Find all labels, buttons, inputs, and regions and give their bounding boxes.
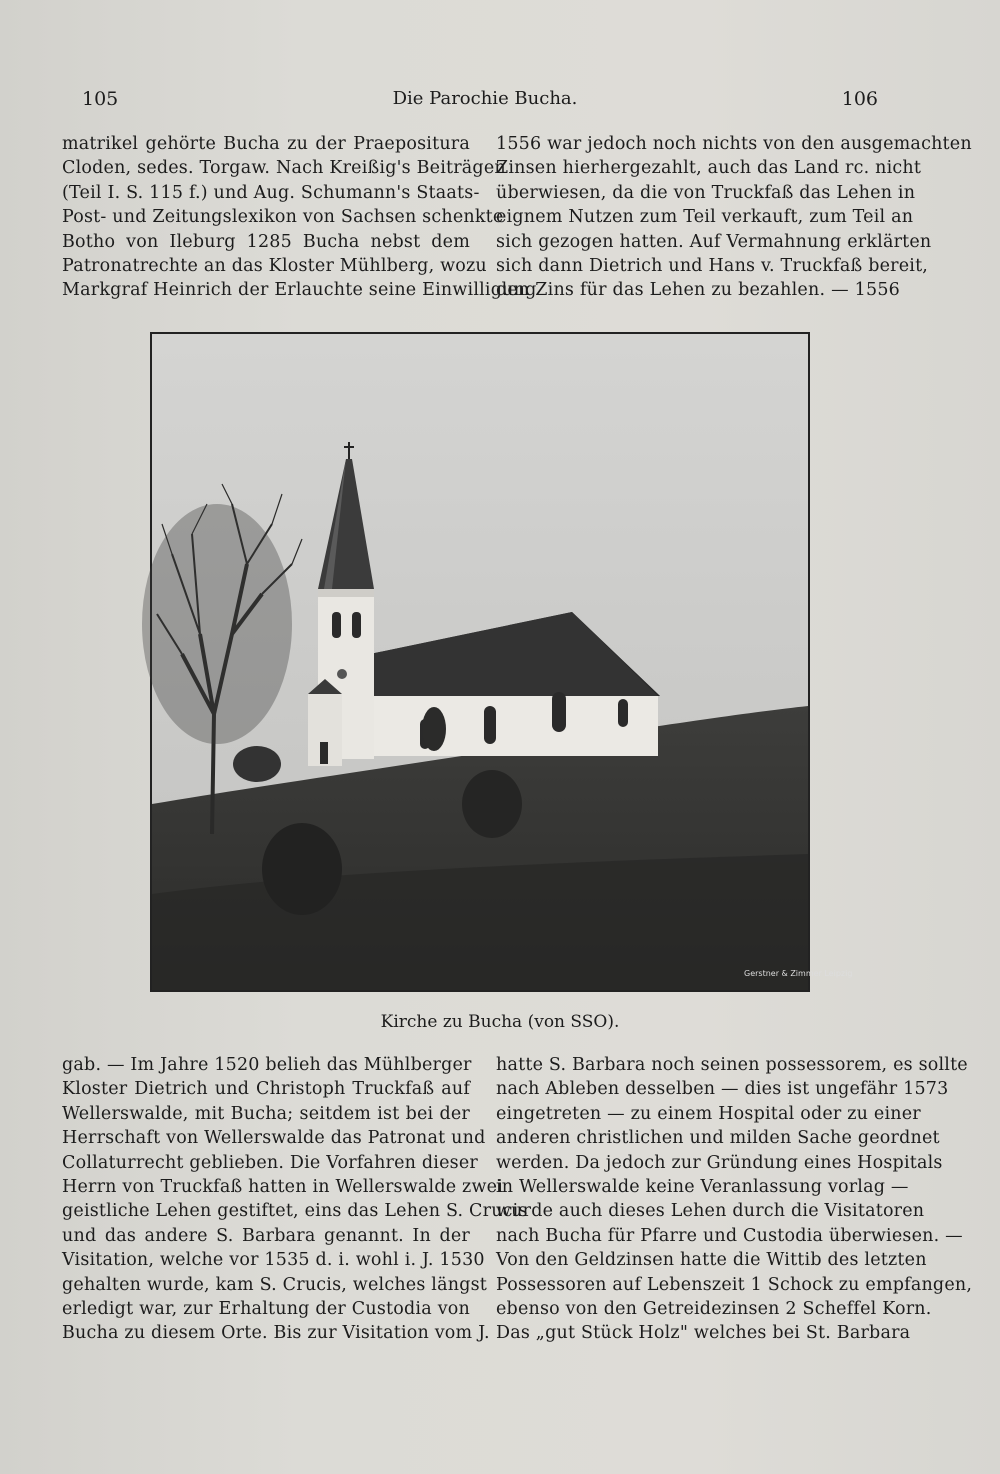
text-line: Zinsen hierhergezahlt, auch das Land rc. nicht [496,158,922,179]
text-line: ebenso von den Getreidezinsen 2 Scheffel Korn. [496,1299,932,1320]
text-line: Wellerswalde, mit Bucha; seitdem ist bei der [62,1103,470,1124]
text-line: anderen christlichen und milden Sache geordnet [496,1128,940,1149]
text-line: eingetreten — zu einem Hospital oder zu einer [496,1103,921,1124]
text-line: gab. — Im Jahre 1520 belieh das Mühlberger [62,1055,472,1075]
text-line: sich dann Dietrich und Hans v. Truckfaß bereit, [496,256,929,277]
text-line: Herrschaft von Wellerswalde das Patronat und [62,1128,486,1149]
text-line: matrikel gehörte Bucha zu der Praepositura [62,134,470,154]
text-line: Herrn von Truckfaß hatten in Wellerswalde zwei [62,1177,504,1198]
text-line: 1556 war jedoch noch nichts von den ausgemachten [496,134,972,154]
church-photograph [150,332,853,992]
text-line: (Teil I. S. 115 f.) und Aug. Schumann's Staats- [62,182,480,203]
text-line: Bucha zu diesem Orte. Bis zur Visitation vom J. [62,1323,490,1344]
text-line: eignem Nutzen zum Teil verkauft, zum Teil an [496,207,914,228]
text-line: Post- und Zeitungslexikon von Sachsen schenkte [62,207,504,228]
text-line: werden. Da jedoch zur Gründung eines Hospitals [496,1152,943,1173]
text-line: Visitation, welche vor 1535 d. i. wohl i. J. 1530 [62,1250,485,1271]
church-illustration [152,334,853,990]
text-line: Possessoren auf Lebenszeit 1 Schock zu empfangen, [496,1274,973,1295]
photographer-mark: Gerstner & Zimmer Leipzig [744,969,853,978]
text-line: Von den Geldzinsen hatte die Wittib des letzten [496,1250,927,1271]
text-line: erledigt war, zur Erhaltung der Custodia von [62,1299,470,1320]
text-line: in Wellerswalde keine Veranlassung vorlag — [496,1177,909,1198]
text-line: wurde auch dieses Lehen durch die Visitatoren [496,1201,925,1222]
page-header [62,88,908,118]
page-number-left: 105 [82,88,119,110]
page-number-right: 106 [841,88,878,110]
figure-caption: Kirche zu Bucha (von SSO). [380,1012,620,1032]
text-column-bottom-left [62,1053,528,1346]
text-line: und das andere S. Barbara genannt. In der [62,1225,470,1246]
text-line: Patronatrechte an das Kloster Mühlberg, wozu [62,256,487,277]
text-line: den Zins für das Lehen zu bezahlen. — 1556 [496,280,900,301]
text-line: geistliche Lehen gestiftet, eins das Lehen S. Crucis [62,1201,528,1222]
text-line: Cloden, sedes. Torgaw. Nach Kreißig's Beiträgen [62,158,506,179]
text-column-top-left [62,132,537,303]
text-line: nach Bucha für Pfarre und Custodia überwiesen. — [496,1225,963,1246]
text-line: sich gezogen hatten. Auf Vermahnung erklärten [496,231,932,252]
text-line: Collaturrecht geblieben. Die Vorfahren dieser [62,1152,478,1173]
text-line: Markgraf Heinrich der Erlauchte seine Einwilligung [62,280,537,301]
text-line: hatte S. Barbara noch seinen possessorem, es sollte [496,1055,968,1075]
text-line: Kloster Dietrich und Christoph Truckfaß auf [62,1079,470,1100]
text-line: Das „gut Stück Holz" welches bei St. Barbara [496,1323,911,1344]
running-title: Die Parochie Bucha. [392,88,578,109]
text-line: nach Ableben desselben — dies ist ungefähr 1573 [496,1079,949,1100]
text-column-bottom-right [496,1053,973,1346]
text-column-top-right [496,132,972,303]
text-line: Botho von Ileburg 1285 Bucha nebst dem [62,231,470,252]
text-line: gehalten wurde, kam S. Crucis, welches längst [62,1274,488,1295]
text-line: überwiesen, da die von Truckfaß das Lehen in [496,182,916,203]
